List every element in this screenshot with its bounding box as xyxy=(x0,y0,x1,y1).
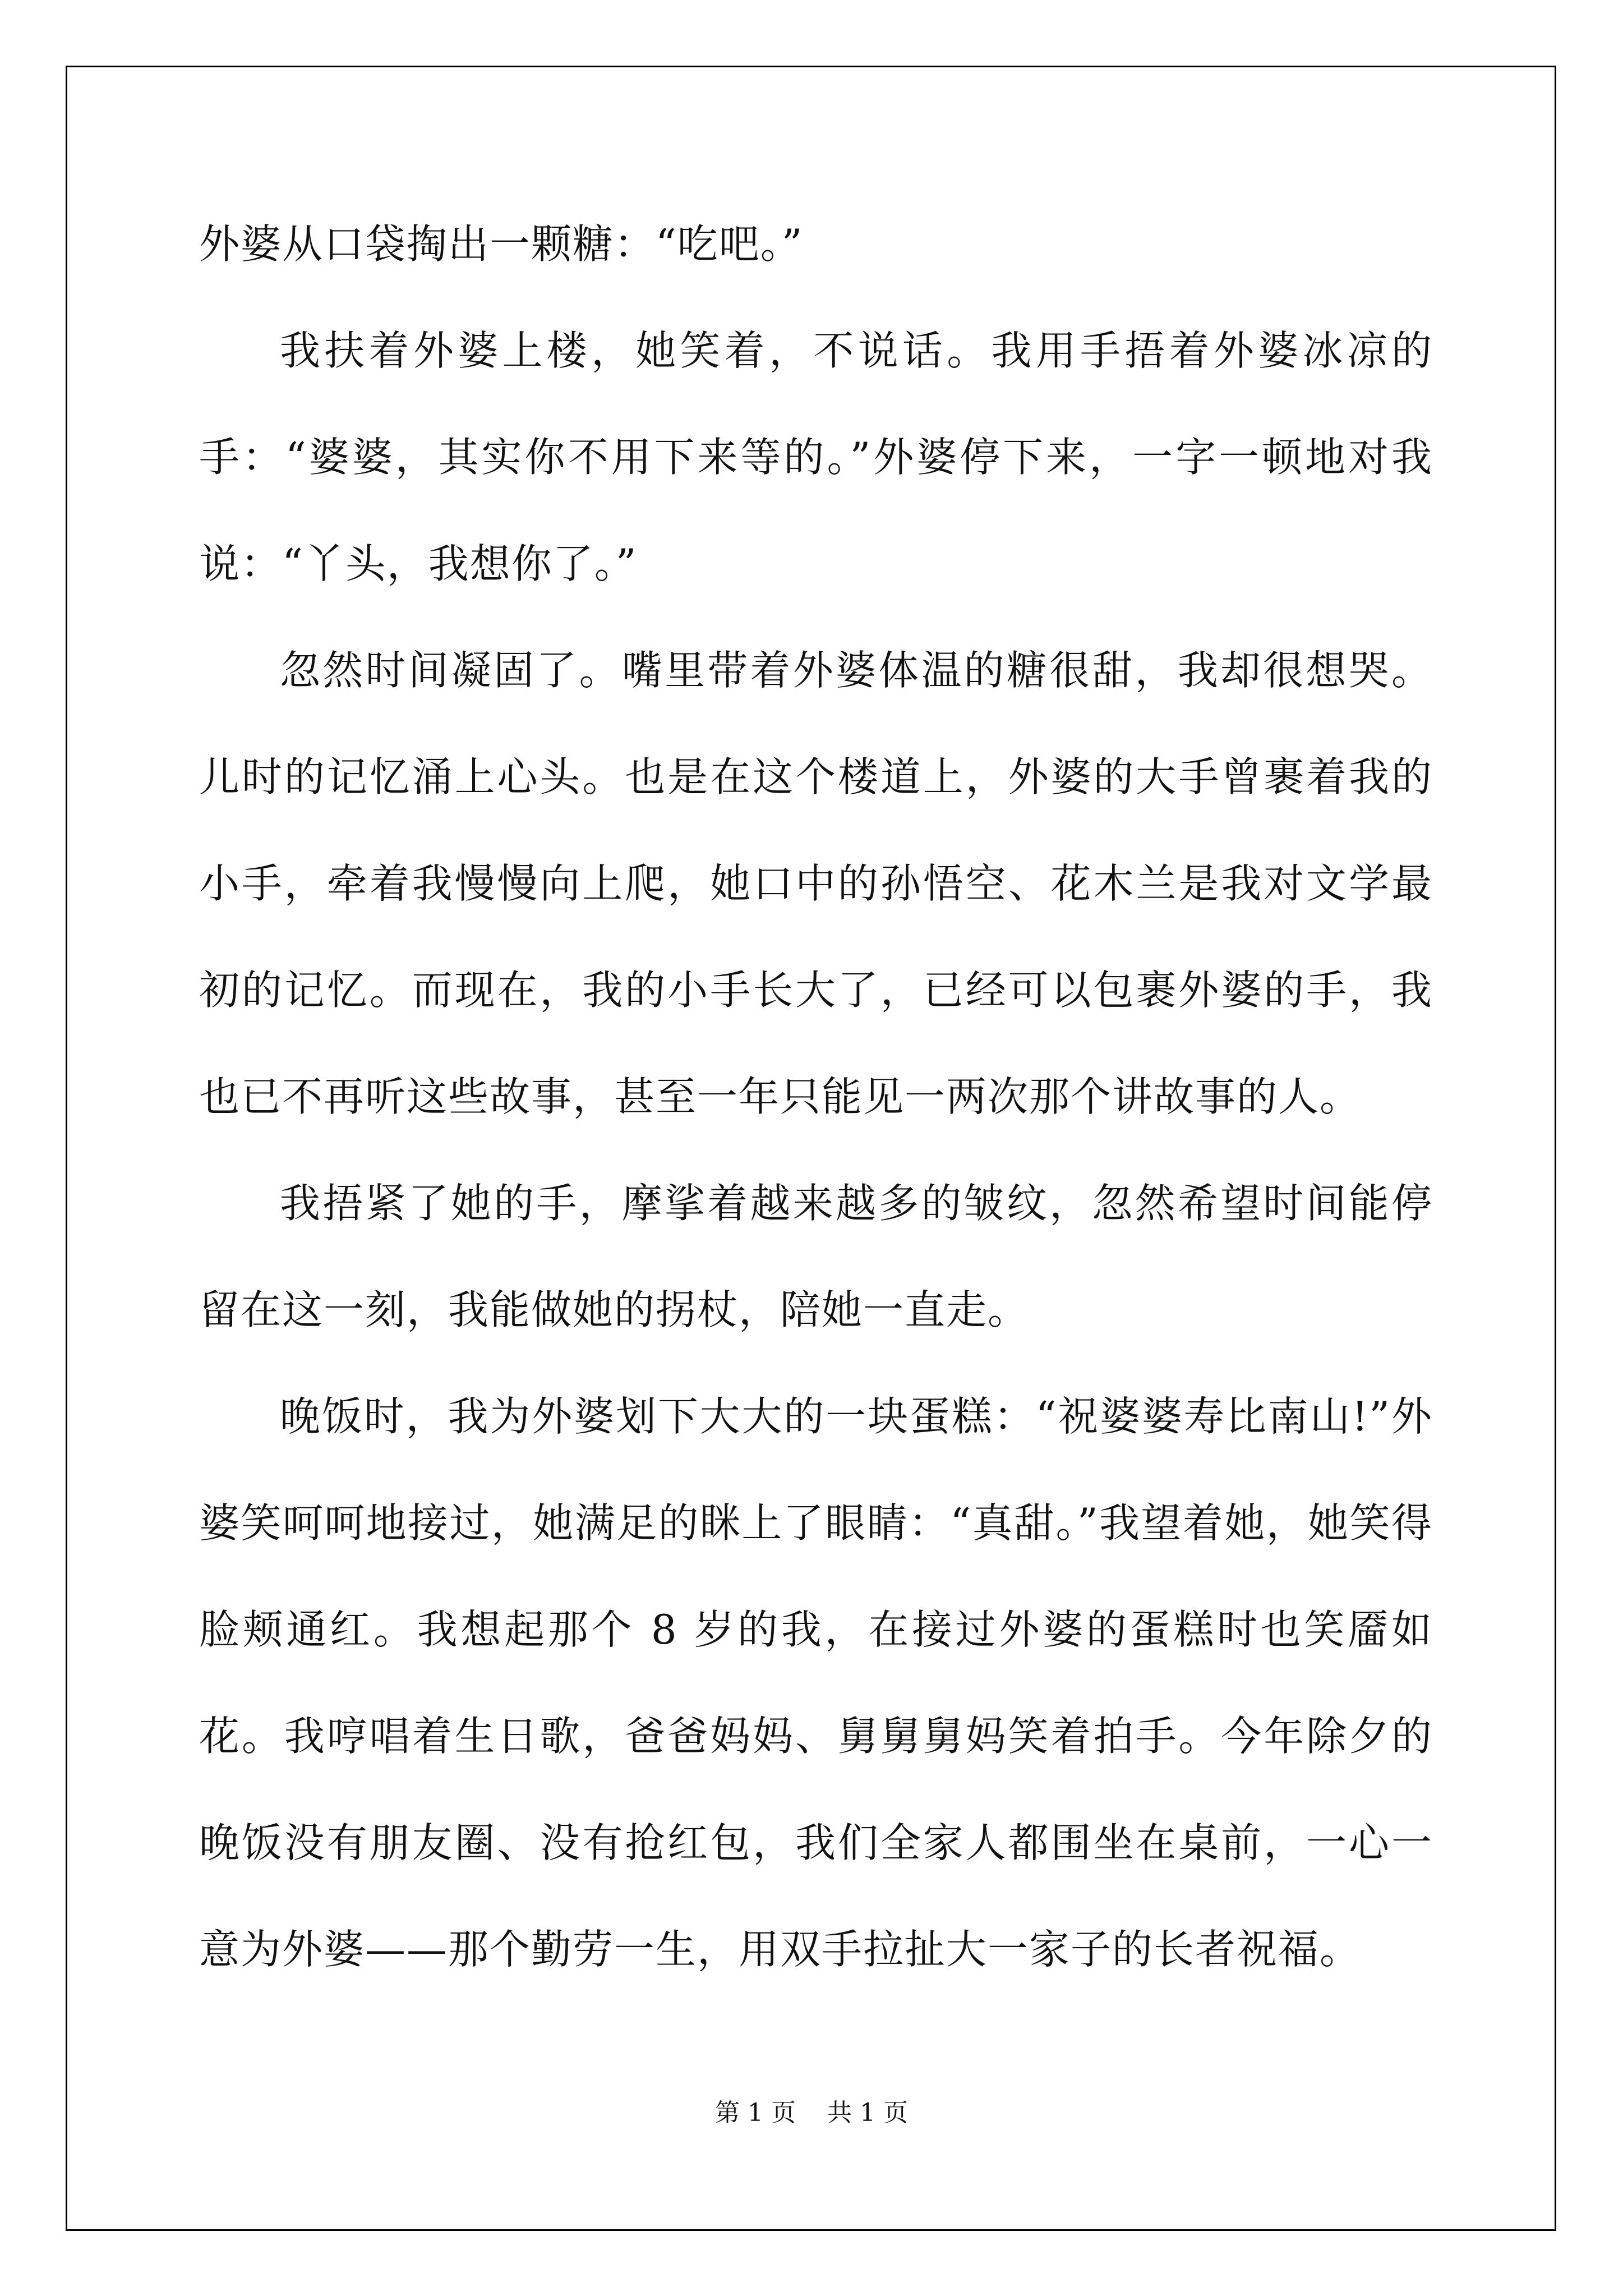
paragraph-5: 晚饭时，我为外婆划下大大的一块蛋糕：“祝婆婆寿比南山!”外婆笑呵呵地接过，她满足的眯上了眼睛：“真甜。”我望着她，她笑得脸颊通红。我想起那个 8 岁的我，在接过外婆的蛋糕时也笑靥如花。我哼唱着生日歌，爸爸妈妈、舅舅舅妈笑着拍手。今年除夕的晚饭没有朋友圈、没有抢红包，我们全家人都围坐在桌前，一心一意为外婆——那个勤劳一生，用双手拉扯大一家子的长者祝福。 xyxy=(199,1393,1433,1973)
paragraph-2: 我扶着外婆上楼，她笑着，不说话。我用手捂着外婆冰凉的手：“婆婆，其实你不用下来等的。”外婆停下来，一字一顿地对我说：“丫头，我想你了。” xyxy=(199,327,1433,587)
page-number-current: 第 1 页 xyxy=(715,2099,796,2127)
page-footer xyxy=(0,2092,1623,2128)
page-number-total: 共 1 页 xyxy=(827,2099,908,2127)
paragraph-3: 忽然时间凝固了。嘴里带着外婆体温的糖很甜，我却很想哭。儿时的记忆涌上心头。也是在这个楼道上，外婆的大手曾裹着我的小手，牵着我慢慢向上爬，她口中的孙悟空、花木兰是我对文学最初的记忆。而现在，我的小手长大了，已经可以包裹外婆的手，我也已不再听这些故事，甚至一年只能见一两次那个讲故事的人。 xyxy=(199,647,1433,1120)
paragraph-4: 我捂紧了她的手，摩挲着越来越多的皱纹，忽然希望时间能停留在这一刻，我能做她的拐杖，陪她一直走。 xyxy=(199,1180,1433,1333)
paragraph-1: 外婆从口袋掏出一颗糖：“吃吧。” xyxy=(199,220,804,268)
document-body xyxy=(199,191,1433,2003)
